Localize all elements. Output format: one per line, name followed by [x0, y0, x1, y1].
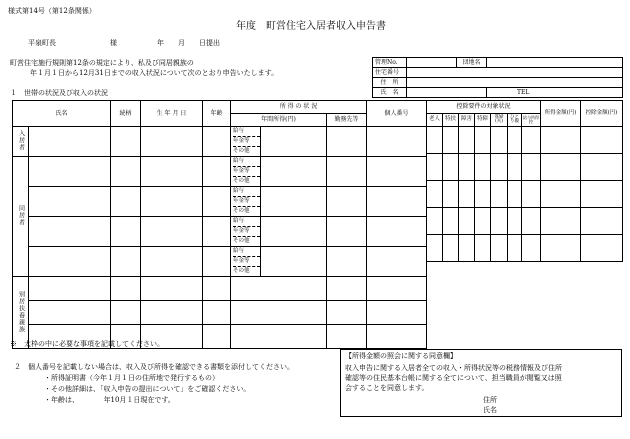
age-cell[interactable] — [203, 157, 231, 187]
addressee: 平泉町長 — [28, 39, 56, 47]
col-kojo-kingaku: 控除金額(円) — [581, 101, 623, 127]
consent-body-3: 会することを同意します。 — [345, 384, 429, 392]
consent-body-2: 確認等の住民基本台帳に関する全てについて、担当職員が閲覧又は照 — [345, 374, 562, 382]
col-age: 年齢 — [203, 101, 231, 127]
amount-cell[interactable] — [581, 154, 623, 181]
annual-cell[interactable] — [231, 325, 327, 349]
amount-cell[interactable] — [541, 127, 581, 154]
income-type-cell: 給与 年金等 その他 — [231, 127, 261, 157]
birth-cell[interactable] — [141, 127, 203, 157]
check-cell[interactable] — [491, 154, 508, 181]
note-bullet-2: ・その他詳細は、「収入申告の提出について」をご確認ください。 — [44, 385, 251, 393]
col-income-group: 所 得 の 状 況 — [231, 101, 367, 114]
col-kyuyo-kojo: 給与所得控 — [522, 114, 541, 127]
annual-cell[interactable] — [231, 277, 327, 301]
check-cell[interactable] — [427, 181, 443, 208]
col-birth: 生 年 月 日 — [141, 101, 203, 127]
note-bullet-1: ・所得証明書（今年１月１日の住所地で発行するもの） — [44, 374, 219, 382]
age-cell[interactable] — [203, 127, 231, 157]
check-cell[interactable] — [443, 154, 459, 181]
check-cell[interactable] — [475, 235, 491, 262]
annual-cell[interactable] — [261, 127, 327, 157]
employer-cell[interactable] — [327, 187, 367, 217]
name-cell[interactable] — [29, 127, 111, 157]
name-cell[interactable] — [29, 247, 111, 277]
page-title: 年度 町営住宅入居者収入申告書 — [236, 21, 386, 32]
col-zokugara: 続柄 — [111, 101, 141, 127]
annual-cell[interactable] — [261, 217, 327, 247]
check-cell[interactable] — [427, 208, 443, 235]
col-rojin: 老人 — [427, 114, 443, 127]
kojin-cell[interactable] — [367, 277, 427, 301]
col-shogai: 障害 — [459, 114, 475, 127]
col-kafu: 寡婦(夫) — [491, 114, 508, 127]
check-cell[interactable] — [459, 181, 475, 208]
employer-cell[interactable] — [327, 217, 367, 247]
consent-address-label: 住所 — [483, 396, 497, 404]
income-type-cell: 給与 年金等 その他 — [231, 217, 261, 247]
check-cell[interactable] — [427, 127, 443, 154]
check-cell[interactable] — [443, 235, 459, 262]
col-tokusho: 特障 — [475, 114, 491, 127]
consent-name-label: 氏名 — [483, 406, 497, 414]
check-cell[interactable] — [443, 127, 459, 154]
household-income-table — [12, 100, 427, 349]
birth-cell[interactable] — [141, 301, 203, 325]
name-cell[interactable] — [29, 301, 111, 325]
annual-cell[interactable] — [231, 301, 327, 325]
amount-cell[interactable] — [541, 154, 581, 181]
age-cell[interactable] — [203, 325, 231, 349]
kanri-no-label: 管理No. — [373, 58, 407, 68]
birth-cell[interactable] — [141, 247, 203, 277]
addressee-suffix: 様 — [110, 39, 117, 47]
note-bullet-3: ・年齢は、 年10月１日現在です。 — [44, 396, 175, 404]
check-cell[interactable] — [522, 235, 541, 262]
income-type-cell: 給与 年金等 その他 — [231, 247, 261, 277]
deduction-group-header: 控除要件の対象状況 — [427, 101, 541, 114]
name-cell[interactable] — [29, 217, 111, 247]
employer-cell[interactable] — [327, 301, 367, 325]
shimei-label: 氏 名 — [373, 88, 407, 98]
section-1-heading: １ 世帯の状況及び収入の状況 — [10, 89, 108, 97]
row-label-dokyo: 同居者 — [13, 157, 29, 277]
age-cell[interactable] — [203, 277, 231, 301]
check-cell[interactable] — [522, 127, 541, 154]
amount-cell[interactable] — [581, 235, 623, 262]
employer-cell[interactable] — [327, 277, 367, 301]
relation-cell[interactable] — [111, 301, 141, 325]
check-cell[interactable] — [508, 235, 522, 262]
jutaku-no-label: 住宅番号 — [373, 68, 407, 78]
employer-cell[interactable] — [327, 127, 367, 157]
birth-cell[interactable] — [141, 157, 203, 187]
check-cell[interactable] — [427, 154, 443, 181]
birth-cell[interactable] — [141, 187, 203, 217]
shimei-field[interactable] — [407, 88, 487, 98]
jutaku-no-field[interactable] — [407, 68, 623, 78]
tel-label: TEL — [487, 88, 623, 98]
relation-cell[interactable] — [111, 247, 141, 277]
relation-cell[interactable] — [111, 187, 141, 217]
deduction-table — [426, 100, 623, 262]
check-cell[interactable] — [427, 235, 443, 262]
relation-cell[interactable] — [111, 217, 141, 247]
name-cell[interactable] — [29, 277, 111, 301]
age-cell[interactable] — [203, 247, 231, 277]
employer-cell[interactable] — [327, 247, 367, 277]
check-cell[interactable] — [443, 208, 459, 235]
col-employer: 勤務先等 — [327, 114, 367, 127]
check-cell[interactable] — [508, 154, 522, 181]
note-2-heading: ２ 個人番号を記載しない場合は、収入及び所得を確認できる書類を添付してください。 — [14, 363, 294, 371]
age-cell[interactable] — [203, 217, 231, 247]
col-annual: 年間所得(円) — [231, 114, 327, 127]
check-cell[interactable] — [459, 154, 475, 181]
check-cell[interactable] — [459, 235, 475, 262]
check-cell[interactable] — [475, 181, 491, 208]
age-cell[interactable] — [203, 301, 231, 325]
amount-cell[interactable] — [541, 181, 581, 208]
income-type-cell: 給与 年金等 その他 — [231, 157, 261, 187]
name-cell[interactable] — [29, 187, 111, 217]
check-cell[interactable] — [508, 127, 522, 154]
kojin-cell[interactable] — [367, 217, 427, 247]
check-cell[interactable] — [475, 154, 491, 181]
jusho-field[interactable] — [407, 78, 623, 88]
kojin-cell[interactable] — [367, 187, 427, 217]
check-cell[interactable] — [491, 127, 508, 154]
consent-heading: 【所得金額の照会に関する同意欄】 — [345, 352, 457, 360]
annual-cell[interactable] — [261, 157, 327, 187]
check-cell[interactable] — [475, 208, 491, 235]
col-kojin: 個人番号 — [367, 101, 427, 127]
kojin-cell[interactable] — [367, 157, 427, 187]
relation-cell[interactable] — [111, 157, 141, 187]
kojin-cell[interactable] — [367, 325, 427, 349]
employer-cell[interactable] — [327, 325, 367, 349]
check-cell[interactable] — [475, 127, 491, 154]
intro-line-1: 町営住宅施行規則第12条の規定により、私及び同居親族の — [10, 59, 194, 67]
check-cell[interactable] — [522, 154, 541, 181]
kojin-cell[interactable] — [367, 127, 427, 157]
check-cell[interactable] — [522, 181, 541, 208]
col-tokufu: 特扶 — [443, 114, 459, 127]
col-shotoku-kingaku: 所得金額(円) — [541, 101, 581, 127]
income-type-cell: 給与 年金等 その他 — [231, 187, 261, 217]
jusho-label: 住 所 — [373, 78, 407, 88]
row-label-bekkyo: 別居扶養親族 — [13, 277, 29, 349]
check-cell[interactable] — [508, 208, 522, 235]
relation-cell[interactable] — [111, 127, 141, 157]
amount-cell[interactable] — [581, 181, 623, 208]
amount-cell[interactable] — [581, 208, 623, 235]
intro-line-2: 年１月１日から12月31日までの収入状況について次のとおり申告いたします。 — [30, 69, 279, 77]
submission-date: 年 月 日提出 — [157, 39, 220, 47]
name-cell[interactable] — [29, 157, 111, 187]
row-label-nyukyo: 入居者 — [13, 127, 29, 157]
birth-cell[interactable] — [141, 217, 203, 247]
danchi-field[interactable] — [487, 58, 623, 68]
annual-cell[interactable] — [261, 247, 327, 277]
amount-cell[interactable] — [541, 235, 581, 262]
kojin-cell[interactable] — [367, 301, 427, 325]
birth-cell[interactable] — [141, 277, 203, 301]
consent-box — [340, 349, 622, 417]
annual-cell[interactable] — [261, 187, 327, 217]
consent-body-1: 収入申告に関する入居者全ての収入・所得状況等の税務情報及び住所 — [345, 364, 562, 372]
amount-cell[interactable] — [581, 127, 623, 154]
applicant-box — [372, 57, 623, 98]
col-shimei: 氏名 — [13, 101, 111, 127]
danchi-label: 団地名 — [457, 58, 487, 68]
check-cell[interactable] — [459, 208, 475, 235]
note-thick-frame: ※ 太枠の中に必要な事項を記載してください。 — [10, 340, 164, 348]
kojin-cell[interactable] — [367, 247, 427, 277]
check-cell[interactable] — [508, 181, 522, 208]
kanri-no-field[interactable] — [407, 58, 457, 68]
check-cell[interactable] — [491, 208, 508, 235]
age-cell[interactable] — [203, 187, 231, 217]
check-cell[interactable] — [443, 181, 459, 208]
check-cell[interactable] — [491, 181, 508, 208]
amount-cell[interactable] — [541, 208, 581, 235]
check-cell[interactable] — [522, 208, 541, 235]
check-cell[interactable] — [491, 235, 508, 262]
form-number: 様式第14号（第12条関係） — [8, 7, 96, 15]
check-cell[interactable] — [459, 127, 475, 154]
col-hitorioya: ひとり親 — [508, 114, 522, 127]
employer-cell[interactable] — [327, 157, 367, 187]
relation-cell[interactable] — [111, 277, 141, 301]
